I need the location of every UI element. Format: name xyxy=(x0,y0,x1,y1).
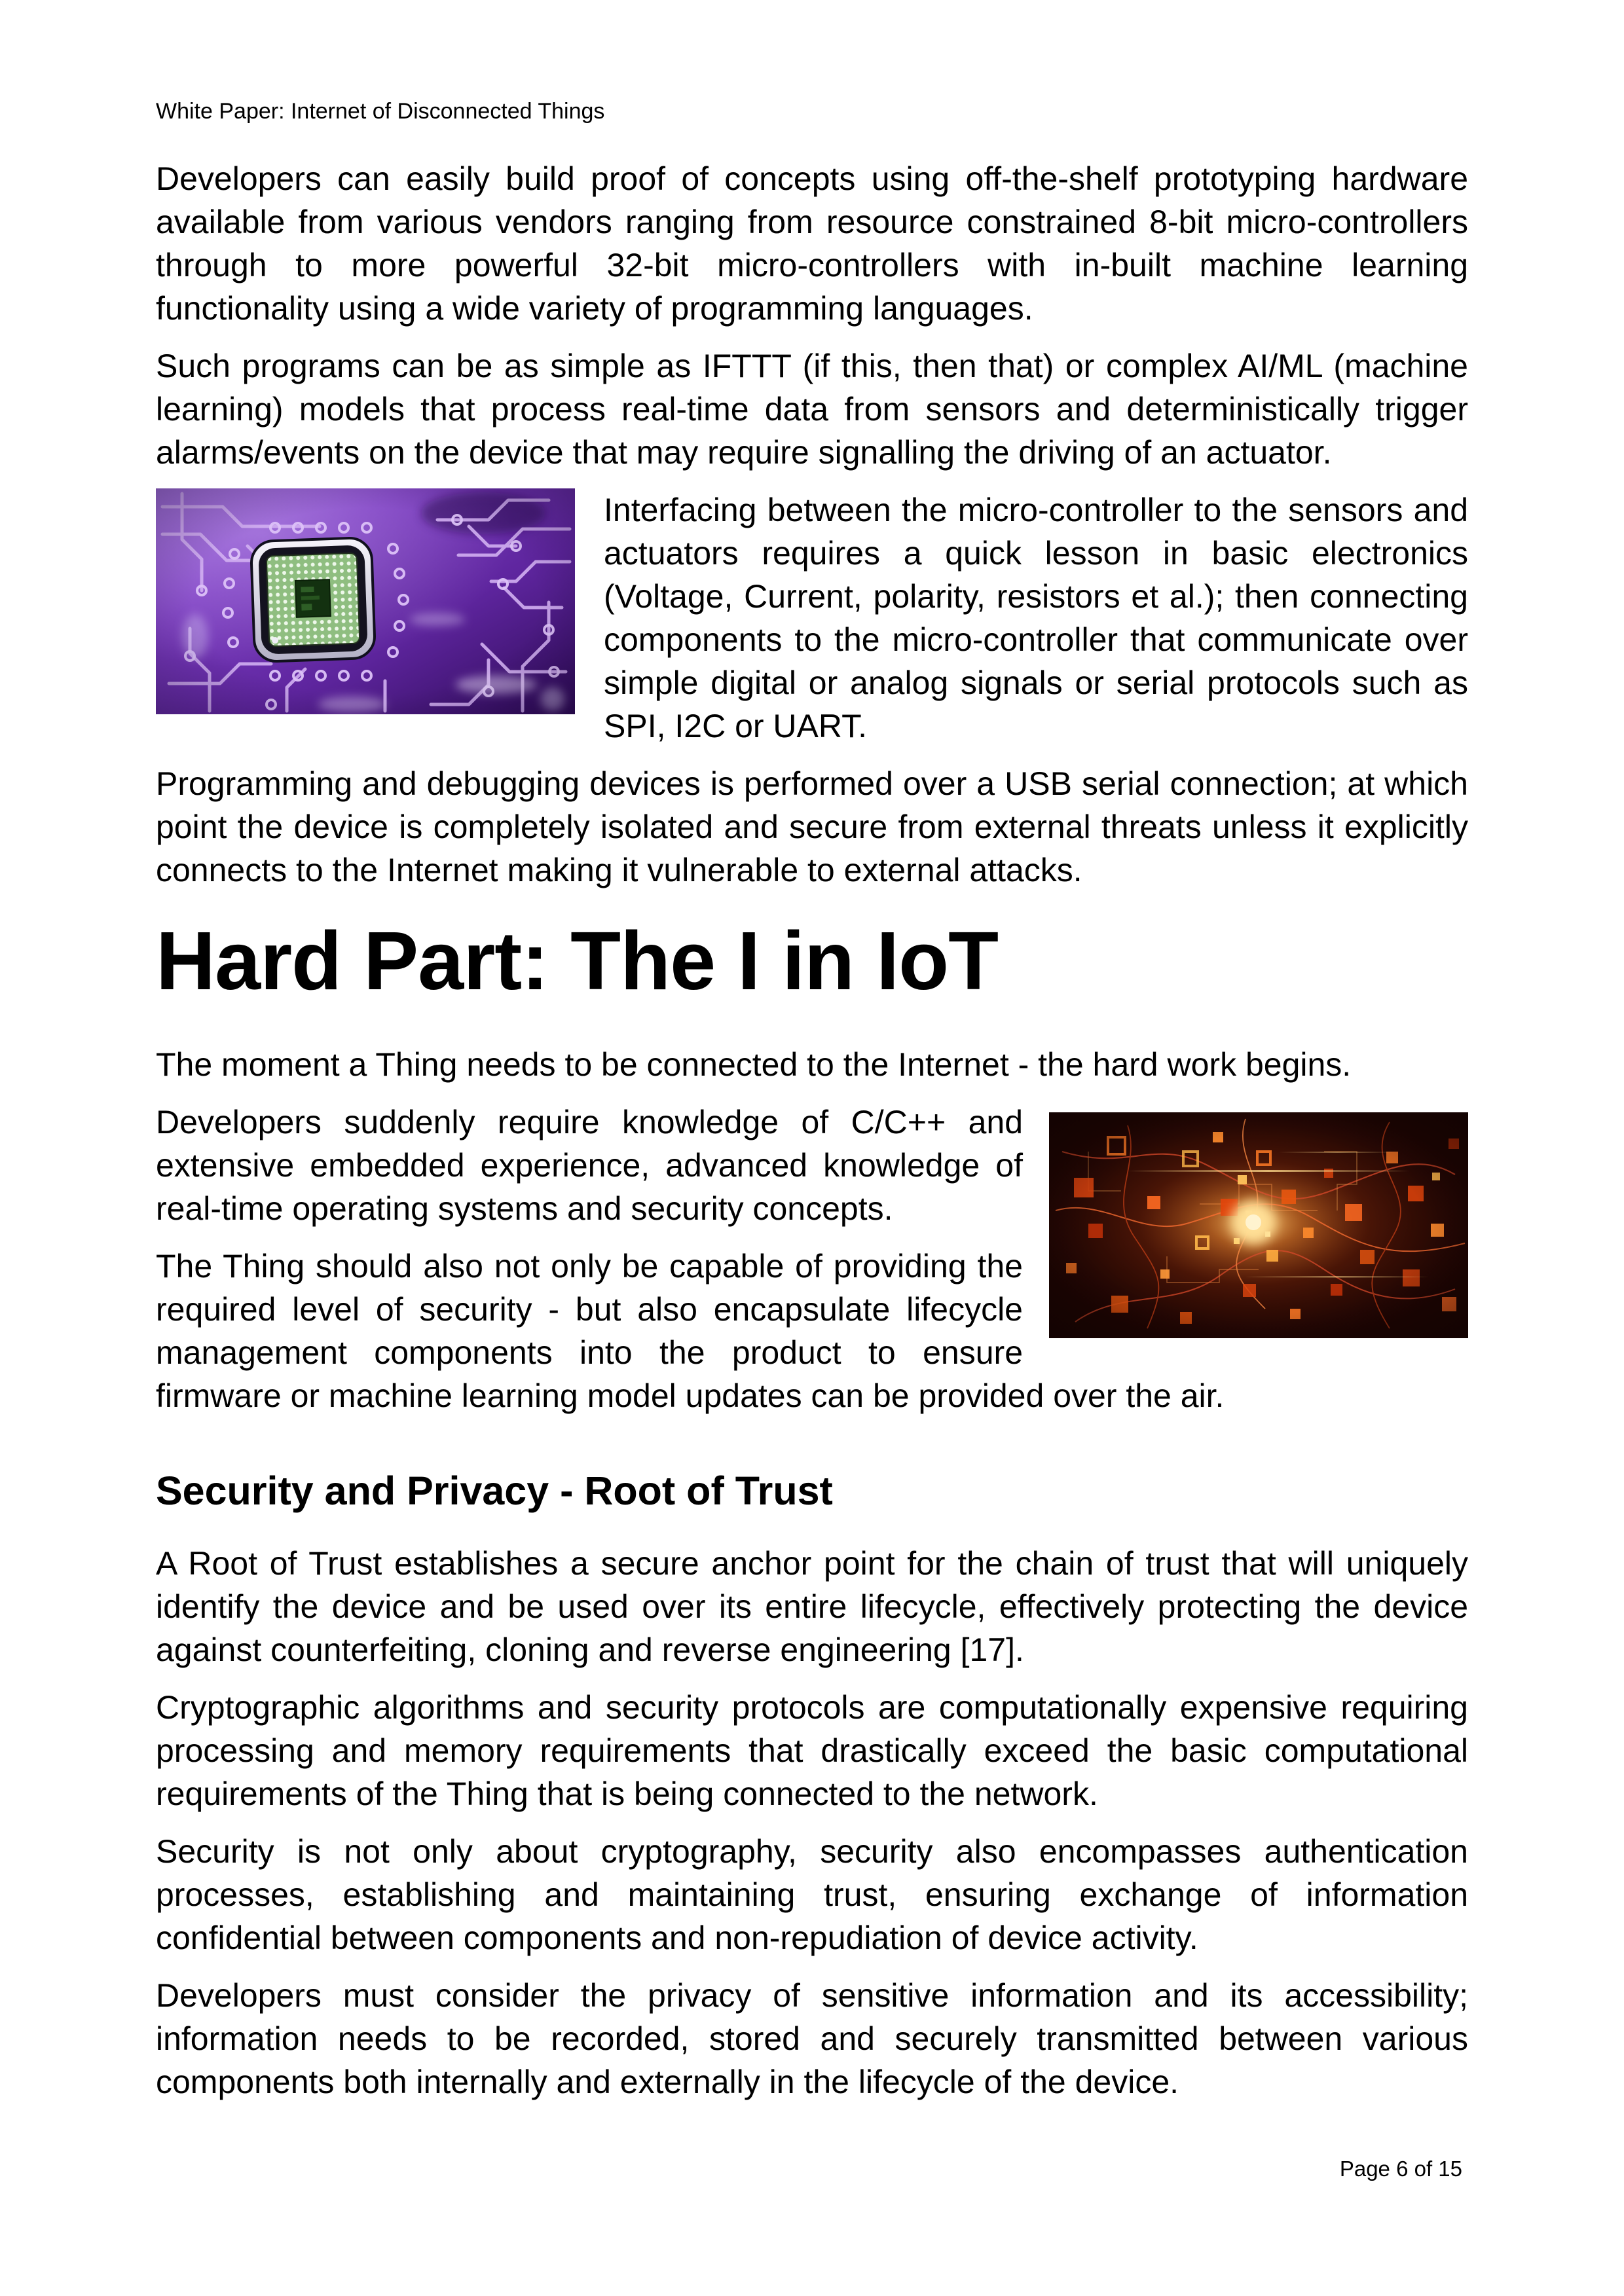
page-header xyxy=(156,97,1468,126)
section-iot-connectivity xyxy=(156,1101,1468,1432)
figure-row-circuit xyxy=(156,488,1468,748)
section-title-hard-part: Hard Part: The I in IoT xyxy=(156,915,999,1007)
digital-network-image xyxy=(1049,1112,1468,1338)
paragraph-prototyping: Developers can easily build proof of concepts using off-the-shelf prototyping hardware available from various vendors ranging from resource constrained 8-bit micro-controllers through to more powerful 32-bit micro-controllers with in-built machine learning functionality using a wide variety of programming languages. xyxy=(156,160,1468,327)
circuit-board-chip-image xyxy=(156,488,575,714)
paragraph-interfacing: Interfacing between the micro-controller to the sensors and actuators requires a quick lesson in basic electronics (Voltage, Current, polarity, resistors et al.); then connecting components to the micro-controller that communicate over simple digital or analog signals or serial protocols such as SPI, I2C or UART. xyxy=(604,492,1468,744)
page-number: Page 6 of 15 xyxy=(1339,2157,1462,2181)
paragraph-cryptographic: Cryptographic algorithms and security protocols are computationally expensive requiring processing and memory requirements that drastically exceed the basic computational requirements of the Thing that is being connected to the network. xyxy=(156,1689,1468,1812)
paragraph-root-of-trust: A Root of Trust establishes a secure anchor point for the chain of trust that will uniquely identify the device and be used over its entire lifecycle, effectively protecting the device against counterfeiting, cloning and reverse engineering [17]. xyxy=(156,1545,1468,1668)
paragraph-developers-suddenly: Developers suddenly require knowledge of C/C++ and extensive embedded experience, advanced knowledge of real-time operating systems and security concepts. xyxy=(156,1104,1023,1227)
paragraph-programming: Programming and debugging devices is performed over a USB serial connection; at which point the device is completely isolated and secure from external threats unless it explicitly connects to the Internet making it vulnerable to external attacks. xyxy=(156,765,1468,888)
subsection-title-security-privacy: Security and Privacy - Root of Trust xyxy=(156,1468,833,1513)
paragraph-privacy: Developers must consider the privacy of sensitive information and its accessibility; information needs to be recorded, stored and securely transmitted between various components both internally and externally in the lifecycle of the device. xyxy=(156,1977,1468,2100)
paragraph-security-scope: Security is not only about cryptography, security also encompasses authentication processes, establishing and maintaining trust, ensuring exchange of information confidential between components and non-repudiation of device activity. xyxy=(156,1833,1468,1956)
paragraph-moment: The moment a Thing needs to be connected to the Internet - the hard work begins. xyxy=(156,1046,1352,1083)
header-title: White Paper: Internet of Disconnected Things xyxy=(156,99,605,124)
paragraph-ifttt: Such programs can be as simple as IFTTT (if this, then that) or complex AI/ML (machine learning) models that process real-time data from sensors and deterministically trigger alarms/events on the device that may require signalling the driving of an actuator. xyxy=(156,348,1468,471)
page-footer xyxy=(1340,2156,1462,2182)
paragraph-thing-should: The Thing should also not only be capable of providing the required level of security - but also encapsulate lifecycle management components into the product to ensure firmware or machine learning model updates can be provided over the air. xyxy=(156,1248,1225,1414)
